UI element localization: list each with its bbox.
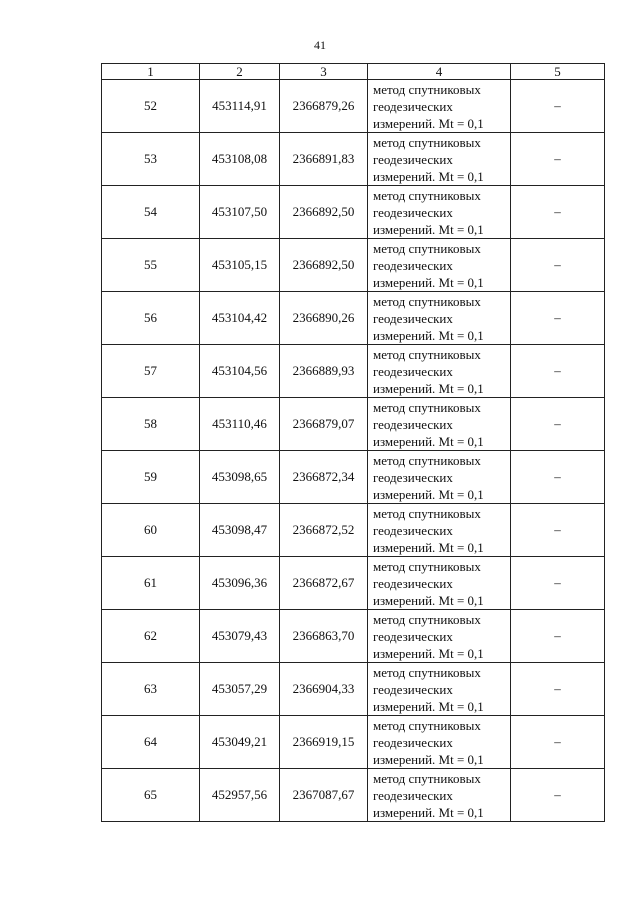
method-line: метод спутниковых: [373, 240, 481, 256]
point-number-cell: 59: [102, 451, 200, 504]
method-line: метод спутниковых: [373, 399, 481, 415]
y-coordinate-cell: 2366891,83: [280, 133, 368, 186]
method-cell: [368, 504, 511, 557]
table-row: [102, 610, 605, 663]
coordinates-table: [101, 63, 605, 822]
method-line: метод спутниковых: [373, 187, 481, 203]
point-number-cell: 58: [102, 398, 200, 451]
method-line: измерений. Mt = 0,1: [373, 645, 484, 661]
column-header-4: 4: [368, 64, 511, 80]
note-cell: –: [511, 80, 605, 133]
y-coordinate-cell: 2366919,15: [280, 716, 368, 769]
y-coordinate-cell: 2366892,50: [280, 239, 368, 292]
note-cell: –: [511, 133, 605, 186]
method-cell: [368, 133, 511, 186]
method-line: измерений. Mt = 0,1: [373, 751, 484, 767]
point-number-cell: 52: [102, 80, 200, 133]
note-cell: –: [511, 451, 605, 504]
y-coordinate-cell: 2366890,26: [280, 292, 368, 345]
method-cell: [368, 398, 511, 451]
table-row: [102, 504, 605, 557]
method-line: измерений. Mt = 0,1: [373, 592, 484, 608]
method-line: геодезических: [373, 522, 453, 538]
table-row: [102, 557, 605, 610]
point-number-cell: 54: [102, 186, 200, 239]
method-line: измерений. Mt = 0,1: [373, 486, 484, 502]
method-line: геодезических: [373, 151, 453, 167]
x-coordinate-cell: 452957,56: [200, 769, 280, 822]
point-number-cell: 55: [102, 239, 200, 292]
method-line: геодезических: [373, 363, 453, 379]
method-cell: [368, 716, 511, 769]
table-row: [102, 345, 605, 398]
note-cell: –: [511, 769, 605, 822]
method-line: геодезических: [373, 257, 453, 273]
y-coordinate-cell: 2366872,34: [280, 451, 368, 504]
table-row: [102, 451, 605, 504]
y-coordinate-cell: 2366892,50: [280, 186, 368, 239]
x-coordinate-cell: 453108,08: [200, 133, 280, 186]
method-line: измерений. Mt = 0,1: [373, 115, 484, 131]
x-coordinate-cell: 453105,15: [200, 239, 280, 292]
method-cell: [368, 557, 511, 610]
table-row: [102, 292, 605, 345]
method-line: измерений. Mt = 0,1: [373, 539, 484, 555]
method-line: геодезических: [373, 681, 453, 697]
column-header-1: 1: [102, 64, 200, 80]
x-coordinate-cell: 453098,47: [200, 504, 280, 557]
note-cell: –: [511, 716, 605, 769]
x-coordinate-cell: 453096,36: [200, 557, 280, 610]
method-line: измерений. Mt = 0,1: [373, 380, 484, 396]
method-cell: [368, 80, 511, 133]
method-line: геодезических: [373, 310, 453, 326]
note-cell: –: [511, 239, 605, 292]
method-line: геодезических: [373, 628, 453, 644]
x-coordinate-cell: 453079,43: [200, 610, 280, 663]
method-line: измерений. Mt = 0,1: [373, 433, 484, 449]
method-line: геодезических: [373, 787, 453, 803]
y-coordinate-cell: 2366872,52: [280, 504, 368, 557]
x-coordinate-cell: 453107,50: [200, 186, 280, 239]
point-number-cell: 57: [102, 345, 200, 398]
point-number-cell: 61: [102, 557, 200, 610]
method-line: измерений. Mt = 0,1: [373, 327, 484, 343]
x-coordinate-cell: 453057,29: [200, 663, 280, 716]
y-coordinate-cell: 2366863,70: [280, 610, 368, 663]
table-row: [102, 398, 605, 451]
table-row: [102, 663, 605, 716]
x-coordinate-cell: 453114,91: [200, 80, 280, 133]
method-line: измерений. Mt = 0,1: [373, 698, 484, 714]
table-row: [102, 769, 605, 822]
point-number-cell: 60: [102, 504, 200, 557]
method-line: геодезических: [373, 575, 453, 591]
x-coordinate-cell: 453098,65: [200, 451, 280, 504]
method-line: метод спутниковых: [373, 770, 481, 786]
x-coordinate-cell: 453104,56: [200, 345, 280, 398]
point-number-cell: 53: [102, 133, 200, 186]
column-header-5: 5: [511, 64, 605, 80]
method-line: метод спутниковых: [373, 611, 481, 627]
note-cell: –: [511, 345, 605, 398]
y-coordinate-cell: 2366872,67: [280, 557, 368, 610]
method-cell: [368, 663, 511, 716]
y-coordinate-cell: 2366879,26: [280, 80, 368, 133]
point-number-cell: 63: [102, 663, 200, 716]
x-coordinate-cell: 453104,42: [200, 292, 280, 345]
x-coordinate-cell: 453110,46: [200, 398, 280, 451]
column-header-3: 3: [280, 64, 368, 80]
point-number-cell: 56: [102, 292, 200, 345]
note-cell: –: [511, 557, 605, 610]
method-cell: [368, 610, 511, 663]
method-line: геодезических: [373, 204, 453, 220]
table-row: [102, 80, 605, 133]
note-cell: –: [511, 504, 605, 557]
method-line: геодезических: [373, 734, 453, 750]
point-number-cell: 65: [102, 769, 200, 822]
method-line: метод спутниковых: [373, 81, 481, 97]
method-line: метод спутниковых: [373, 452, 481, 468]
column-header-2: 2: [200, 64, 280, 80]
method-cell: [368, 769, 511, 822]
method-line: метод спутниковых: [373, 664, 481, 680]
page-number: 41: [314, 38, 326, 52]
method-line: геодезических: [373, 469, 453, 485]
method-cell: [368, 451, 511, 504]
method-line: метод спутниковых: [373, 717, 481, 733]
point-number-cell: 62: [102, 610, 200, 663]
table-row: [102, 133, 605, 186]
method-line: метод спутниковых: [373, 134, 481, 150]
method-line: метод спутниковых: [373, 505, 481, 521]
note-cell: –: [511, 292, 605, 345]
method-line: метод спутниковых: [373, 558, 481, 574]
method-line: геодезических: [373, 416, 453, 432]
table-header-row: [102, 64, 605, 80]
table-row: [102, 186, 605, 239]
method-cell: [368, 292, 511, 345]
note-cell: –: [511, 398, 605, 451]
method-line: измерений. Mt = 0,1: [373, 274, 484, 290]
method-line: измерений. Mt = 0,1: [373, 168, 484, 184]
table-row: [102, 716, 605, 769]
note-cell: –: [511, 186, 605, 239]
y-coordinate-cell: 2366879,07: [280, 398, 368, 451]
method-cell: [368, 239, 511, 292]
y-coordinate-cell: 2366889,93: [280, 345, 368, 398]
x-coordinate-cell: 453049,21: [200, 716, 280, 769]
table-row: [102, 239, 605, 292]
method-line: измерений. Mt = 0,1: [373, 804, 484, 820]
method-line: геодезических: [373, 98, 453, 114]
method-cell: [368, 345, 511, 398]
y-coordinate-cell: 2366904,33: [280, 663, 368, 716]
table-body: [102, 80, 605, 822]
point-number-cell: 64: [102, 716, 200, 769]
method-cell: [368, 186, 511, 239]
method-line: измерений. Mt = 0,1: [373, 221, 484, 237]
method-line: метод спутниковых: [373, 293, 481, 309]
note-cell: –: [511, 610, 605, 663]
method-line: метод спутниковых: [373, 346, 481, 362]
note-cell: –: [511, 663, 605, 716]
y-coordinate-cell: 2367087,67: [280, 769, 368, 822]
